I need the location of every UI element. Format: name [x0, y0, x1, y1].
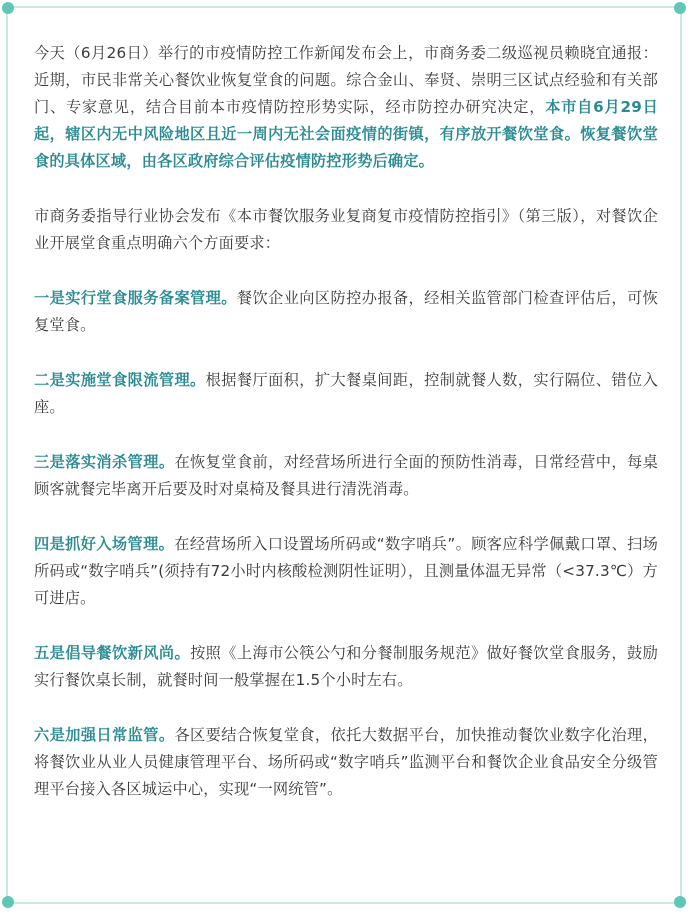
- article-body: [34, 40, 658, 831]
- requirement-text: 各区要结合恢复堂食，依托大数据平台，加快推动餐饮业数字化治理，将餐饮业从业人员健康管理平台、场所码或“数字哨兵”监测平台和餐饮企业食品安全分级管理平台接入各区城运中心，实现“一网统管”。: [34, 726, 658, 798]
- requirement-title: 三是落实消杀管理。: [34, 453, 175, 471]
- requirement-item-6: [34, 722, 658, 803]
- corner-dot-top-left: [2, 2, 14, 14]
- intro-text: 今天（6月26日）举行的市疫情防控工作新闻发布会上，市商务委二级巡视员赖晓宜通报：近期，市民非常关心餐饮业恢复堂食的问题。综合金山、奉贤、崇明三区试点经验和有关部门、专家意见，结合目前本市疫情防控形势实际，经市防控办研究决定，: [34, 44, 658, 116]
- guideline-paragraph: [34, 203, 658, 257]
- requirement-title: 五是倡导餐饮新风尚。: [34, 644, 191, 662]
- intro-paragraph: [34, 40, 658, 175]
- requirement-text: 餐饮企业向区防控办报备，经相关监管部门检查评估后，可恢复堂食。: [34, 289, 658, 334]
- requirement-text: 在经营场所入口设置场所码或“数字哨兵”。顾客应科学佩戴口罩、扫场所码或“数字哨兵”(须持有72小时内核酸检测阴性证明），且测量体温无异常（<37.3℃）方可进店。: [34, 535, 658, 607]
- requirement-item-2: [34, 367, 658, 421]
- requirement-text: 按照《上海市公筷公勺和分餐制服务规范》做好餐饮堂食服务，鼓励实行餐饮桌长制，就餐时间一般掌握在1.5个小时左右。: [34, 644, 659, 689]
- corner-dot-top-right: [674, 2, 686, 14]
- requirement-title: 四是抓好入场管理。: [34, 535, 175, 553]
- intro-highlight: 本市自6月29日起，辖区内无中风险地区且近一周内无社会面疫情的街镇，有序放开餐饮堂食。恢复餐饮堂食的具体区域，由各区政府综合评估疫情防控形势后确定。: [34, 98, 658, 170]
- requirement-title: 一是实行堂食服务备案管理。: [34, 289, 237, 307]
- corner-dot-bottom-right: [674, 896, 686, 908]
- requirement-text: 根据餐厅面积，扩大餐桌间距，控制就餐人数，实行隔位、错位入座。: [34, 371, 658, 416]
- corner-dot-bottom-left: [2, 896, 14, 908]
- requirement-item-4: [34, 531, 658, 612]
- requirement-item-3: [34, 449, 658, 503]
- requirement-item-1: [34, 285, 658, 339]
- requirement-title: 二是实施堂食限流管理。: [34, 371, 206, 389]
- requirement-item-5: [34, 640, 658, 694]
- requirement-text: 在恢复堂食前，对经营场所进行全面的预防性消毒，日常经营中，每桌顾客就餐完毕离开后要及时对桌椅及餐具进行清洗消毒。: [34, 453, 658, 498]
- guideline-text: 市商务委指导行业协会发布《本市餐饮服务业复商复市疫情防控指引》（第三版），对餐饮企业开展堂食重点明确六个方面要求：: [34, 207, 658, 252]
- requirement-title: 六是加强日常监管。: [34, 726, 175, 744]
